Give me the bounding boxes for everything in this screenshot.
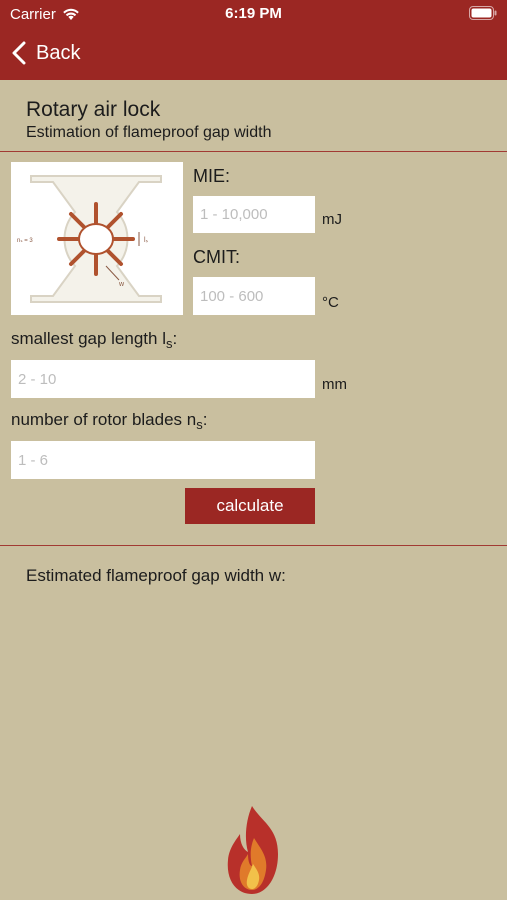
result-label: Estimated flameproof gap width w: bbox=[26, 566, 286, 585]
chevron-left-icon bbox=[12, 41, 26, 65]
cmit-label: CMIT: bbox=[193, 247, 240, 267]
gap-length-unit: mm bbox=[322, 376, 347, 393]
status-time: 6:19 PM bbox=[225, 5, 282, 22]
back-button[interactable] bbox=[12, 38, 80, 68]
page-title: Rotary air lock bbox=[26, 98, 161, 121]
diagram-w-label: w bbox=[119, 281, 125, 288]
cmit-input[interactable] bbox=[193, 277, 315, 315]
back-label: Back bbox=[36, 41, 81, 64]
cmit-unit: °C bbox=[322, 294, 339, 311]
flame-logo-icon bbox=[222, 804, 284, 896]
rotary-airlock-diagram bbox=[11, 162, 183, 315]
nav-bar bbox=[0, 0, 507, 80]
blades-label: number of rotor blades $n_s$: bbox=[11, 410, 208, 432]
page-subtitle: Estimation of flameproof gap width bbox=[26, 124, 272, 141]
carrier-label: Carrier bbox=[10, 6, 56, 23]
mie-label: MIE: bbox=[193, 166, 231, 186]
diagram-ns-label: nₛ = 3 bbox=[17, 238, 33, 244]
diagram-ls-label: lₛ bbox=[144, 237, 149, 244]
gap-length-label: smallest gap length $l_s$: bbox=[11, 329, 178, 351]
mie-unit: mJ bbox=[322, 211, 342, 228]
divider-bottom bbox=[0, 545, 507, 546]
battery-icon bbox=[469, 6, 497, 24]
blades-input[interactable] bbox=[11, 441, 315, 479]
mie-input[interactable] bbox=[193, 196, 315, 233]
gap-length-input[interactable] bbox=[11, 360, 315, 398]
calculate-button[interactable]: calculate bbox=[185, 488, 315, 524]
divider-top bbox=[0, 151, 507, 152]
status-bar bbox=[0, 0, 507, 28]
title-block bbox=[26, 98, 271, 142]
